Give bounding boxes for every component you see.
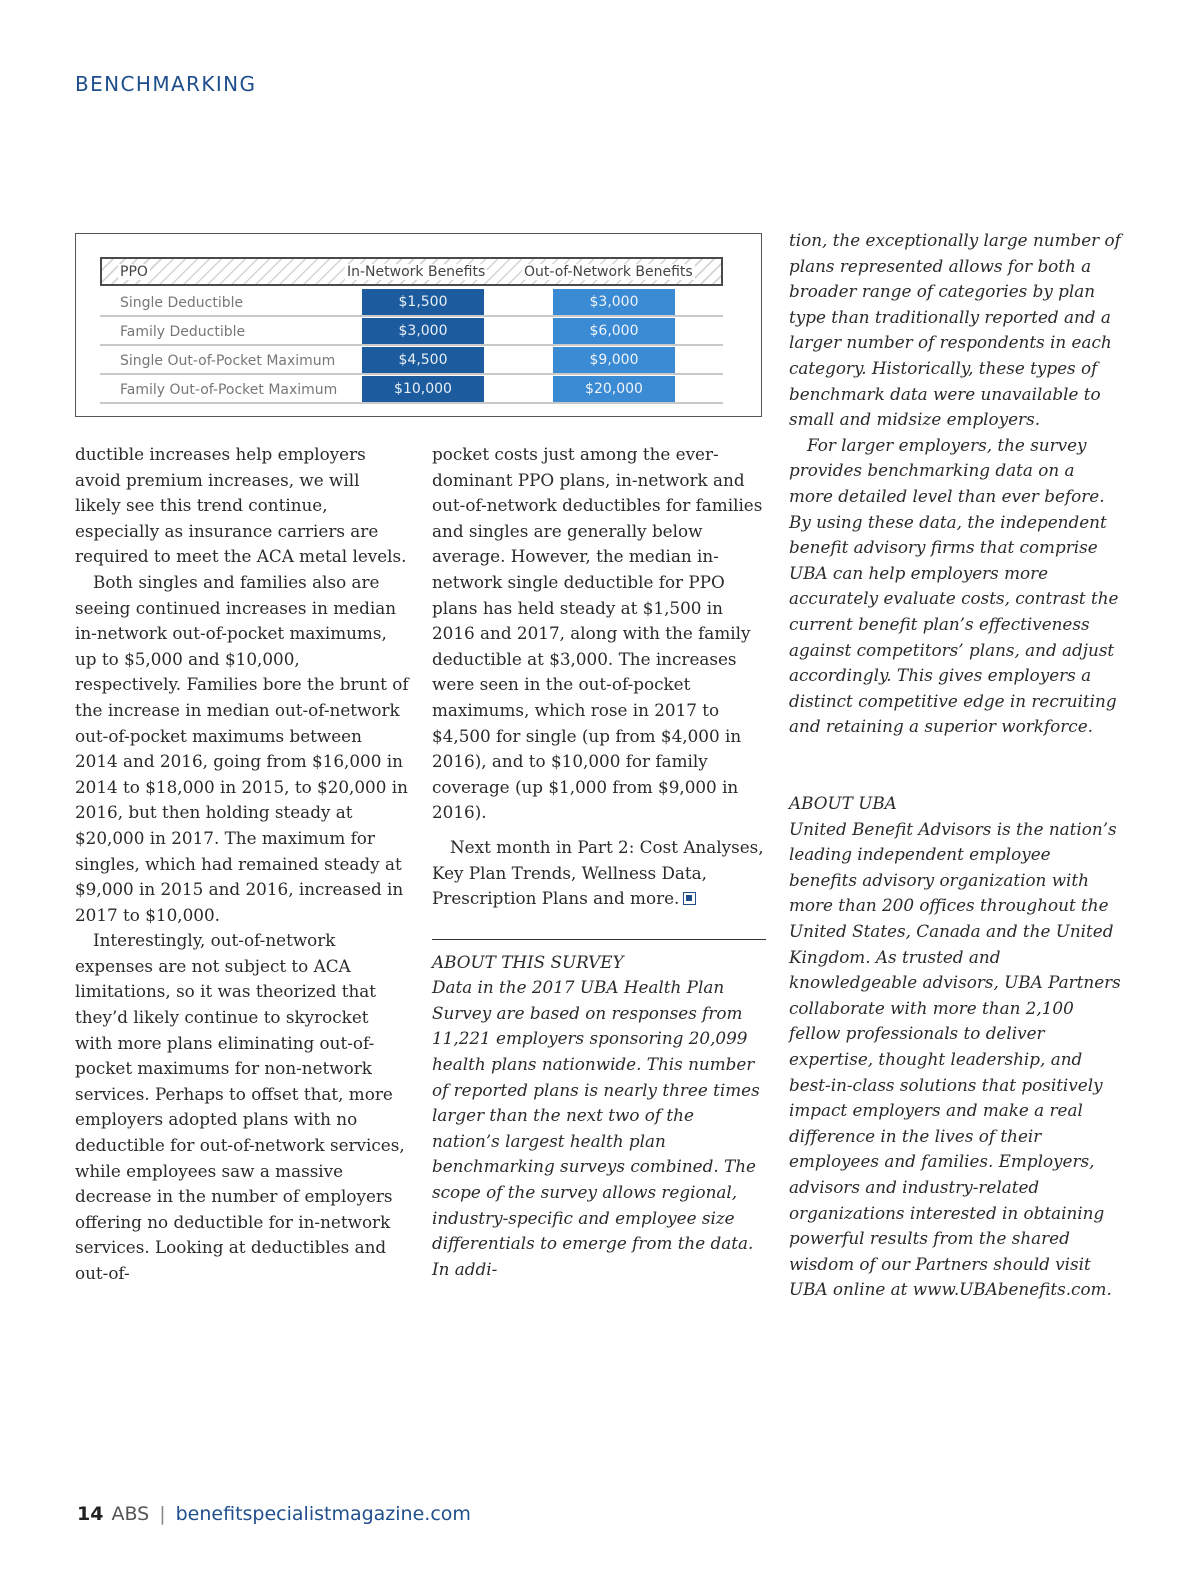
out-network-value: $3,000 <box>553 289 675 315</box>
table-row <box>100 376 723 404</box>
page-footer <box>77 1503 471 1525</box>
paragraph: tion, the exceptionally large number of plans represented allows for both a broader range of categories by plan type than traditionally reported and a larger number of respondents in each category. Historically, these types of benchmark data were unavailable to small and midsize employers. <box>789 230 1121 430</box>
publication-name: ABS <box>111 1503 150 1525</box>
article-column-3 <box>789 228 1123 1303</box>
table-header <box>100 257 723 286</box>
table-row <box>100 289 723 317</box>
out-network-value: $20,000 <box>553 376 675 402</box>
table-row <box>100 318 723 346</box>
footer-separator: | <box>159 1503 166 1525</box>
header-out-of-network: Out-of-Network Benefits <box>524 264 693 280</box>
divider <box>432 939 766 940</box>
row-label: Family Deductible <box>120 324 246 340</box>
row-label: Family Out-of-Pocket Maximum <box>120 382 338 398</box>
paragraph: pocket costs just among the ever-dominant PPO plans, in-network and out-of-network deductibles for families and singles are generally below average. However, the median in-network single deductible for PPO plans has held steady at $1,500 in 2016 and 2017, along with the family deductible at $3,000. The increases were seen in the out-of-pocket maximums, which rose in 2017 to $4,500 for single (up from $4,000 in 2016), and to $10,000 for family coverage (up $1,000 from $9,000 in 2016). <box>432 444 763 823</box>
footer-website-link[interactable]: benefitspecialistmagazine.com <box>175 1503 471 1525</box>
header-in-network: In-Network Benefits <box>347 264 486 280</box>
next-month-text: Next month in Part 2: Cost Analyses, Key Plan Trends, Wellness Data, Prescription Plans and more. <box>432 836 764 909</box>
in-network-value: $3,000 <box>362 318 484 344</box>
about-survey-text: Data in the 2017 UBA Health Plan Survey are based on responses from 11,221 employers sponsoring 20,099 health plans nationwide. This number of reported plans is nearly three times larger than the next two of the nation’s largest health plan benchmarking surveys combined. The scope of the survey allows regional, industry-specific and employee size differentials to emerge from the data. In addi- <box>432 977 760 1279</box>
about-uba-heading: ABOUT UBA <box>789 793 897 814</box>
end-mark-icon <box>683 892 696 905</box>
row-label: Single Out-of-Pocket Maximum <box>120 353 336 369</box>
paragraph: For larger employers, the survey provides benchmarking data on a more detailed level than ever before. By using these data, the independent benefit advisory firms that comprise UBA can help employers more accurately evaluate costs, contrast the current benefit plan’s effectiveness against competitors’ plans, and adjust accordingly. This gives employers a distinct competitive edge in recruiting and retaining a superior workforce. <box>789 434 1119 737</box>
header-ppo: PPO <box>120 264 148 280</box>
section-label: BENCHMARKING <box>75 72 257 96</box>
in-network-value: $1,500 <box>362 289 484 315</box>
table-row <box>100 347 723 375</box>
article-column-1 <box>75 442 409 1287</box>
page-number: 14 <box>77 1503 104 1525</box>
out-network-value: $9,000 <box>553 347 675 373</box>
about-survey-heading: ABOUT THIS SURVEY <box>432 951 624 972</box>
out-network-value: $6,000 <box>553 318 675 344</box>
in-network-value: $10,000 <box>362 376 484 402</box>
paragraph: Both singles and families also are seeing continued increases in median in-network out-of-pocket maximums, up to $5,000 and $10,000, respectively. Families bore the brunt of the increase in median out-of-network out-of-pocket maximums between 2014 and 2016, going from $16,000 in 2014 to $18,000 in 2015, to $20,000 in 2016, but then holding steady at $20,000 in 2017. The maximum for singles, which had remained steady at $9,000 in 2015 and 2016, increased in 2017 to $10,000. <box>75 571 409 925</box>
in-network-value: $4,500 <box>362 347 484 373</box>
ppo-benefits-table <box>75 233 762 417</box>
about-uba-text: United Benefit Advisors is the nation’s leading independent employee benefits advisory organization with more than 200 offices throughout the United States, Canada and the United Kingdom. As trusted and knowledgeable advisors, UBA Partners collaborate with more than 2,100 fellow professionals to deliver expertise, thought leadership, and best-in-class solutions that positively impact employers and make a real difference in the lives of their employees and families. Employers, advisors and industry-related organizations interested in obtaining powerful results from the shared wisdom of our Partners should visit UBA online at www.UBAbenefits.com. <box>789 818 1121 1300</box>
row-label: Single Deductible <box>120 295 244 311</box>
paragraph: ductible increases help employers avoid premium increases, we will likely see this trend continue, especially as insurance carriers are required to meet the ACA metal levels. <box>75 444 407 567</box>
paragraph-next-month <box>432 835 766 912</box>
article-column-2 <box>432 442 766 1282</box>
paragraph: Interestingly, out-of-network expenses are not subject to ACA limitations, so it was theorized that they’d likely continue to skyrocket with more plans eliminating out-of-pocket maximums for non-network services. Perhaps to offset that, more employers adopted plans with no deductible for out-of-network services, while employees saw a massive decrease in the number of employers offering no deductible for in-network services. Looking at deductibles and out-of- <box>75 930 405 1283</box>
